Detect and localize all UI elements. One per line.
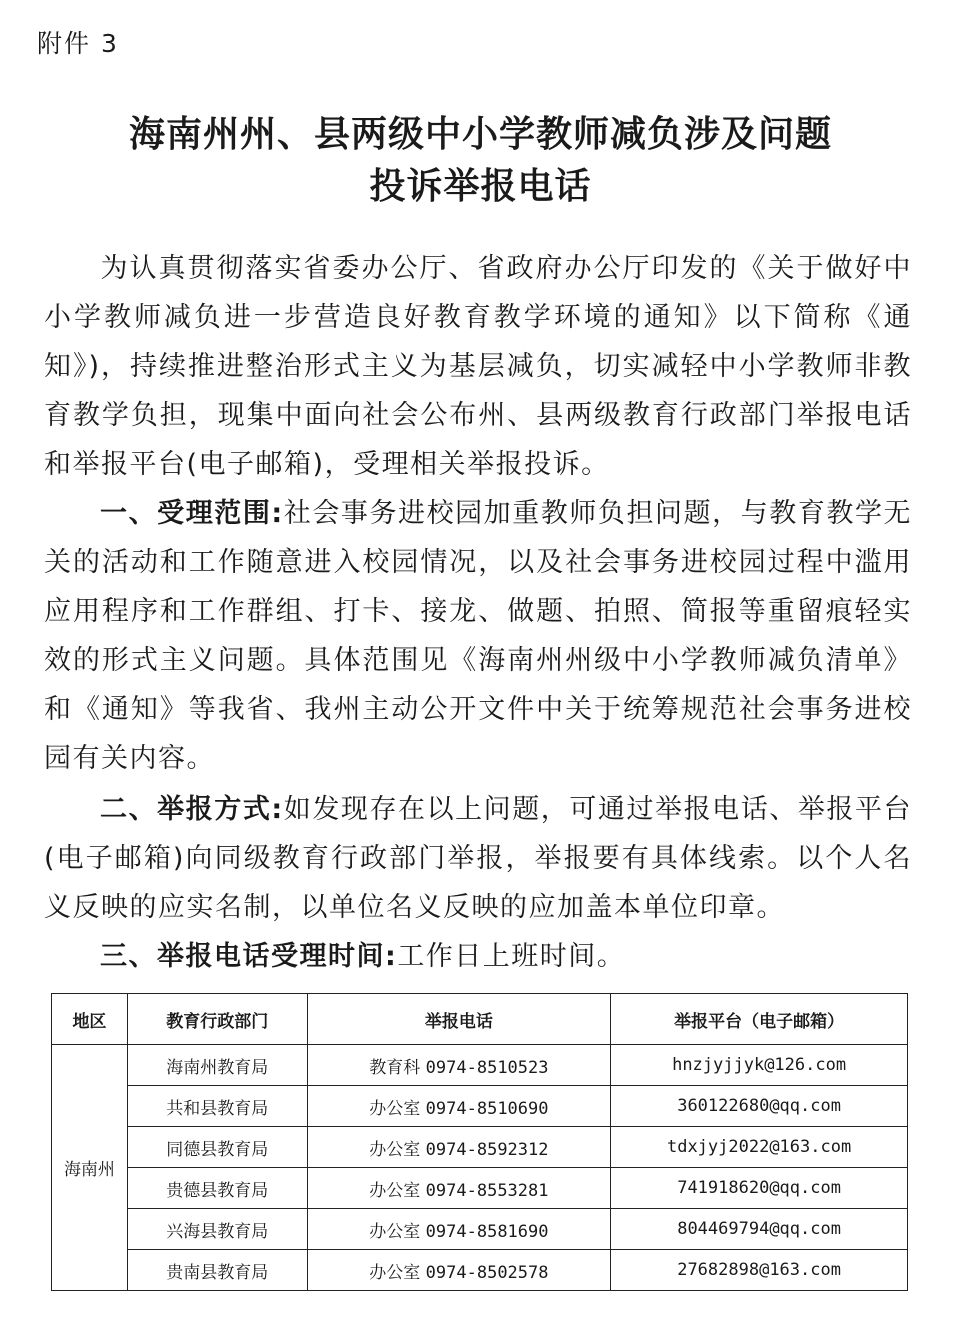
section-method-body: 如发现存在以上问题，可通过举报电话、举报平台(电子邮箱)向同级教育行政部门举报，举报要有具体线索。以个人名义反映的应实名制，以单位名义反映的应加盖本单位印章。	[44, 794, 912, 923]
phone-cell	[307, 1250, 611, 1291]
office-label: 办公室	[369, 1139, 421, 1160]
table-row	[52, 1127, 908, 1168]
header-phone: 举报电话	[307, 994, 611, 1045]
intro-text: 为认真贯彻落实省委办公厅、省政府办公厅印发的《关于做好中小学教师减负进一步营造良好教育教学环境的通知》以下简称《通知》)，持续推进整治形式主义为基层减负，切实减轻中小学教师非教育教学负担，现集中面向社会公布州、县两级教育行政部门举报电话和举报平台(电子邮箱)，受理相关举报投诉。	[44, 253, 912, 480]
region-cell: 海南州	[52, 1045, 128, 1291]
table-row	[52, 1168, 908, 1209]
phone-number: 0974-8592312	[425, 1139, 549, 1160]
section-scope-body: 社会事务进校园加重教师负担问题，与教育教学无关的活动和工作随意进入校园情况，以及社会事务进校园过程中滥用应用程序和工作群组、打卡、接龙、做题、拍照、简报等重留痕轻实效的形式主义问题。具体范围见《海南州州级中小学教师减负清单》和《通知》等我省、我州主动公开文件中关于统筹规范社会事务进校园有关内容。	[44, 498, 912, 774]
email-cell: hnzjyjjyk@126.com	[611, 1045, 908, 1086]
phone-cell	[307, 1045, 611, 1086]
department-cell: 兴海县教育局	[127, 1209, 307, 1250]
department-cell: 共和县教育局	[127, 1086, 307, 1127]
document-title-line-2: 投诉举报电话	[369, 165, 592, 207]
section-scope-heading: 一、受理范围:	[100, 498, 284, 529]
attachment-label: 附件 3	[37, 29, 119, 58]
table-row	[52, 1250, 908, 1291]
phone-number: 0974-8510690	[425, 1098, 549, 1119]
section-hours	[44, 932, 912, 981]
intro-paragraph	[44, 244, 912, 489]
phone-number: 0974-8553281	[425, 1180, 549, 1201]
header-department: 教育行政部门	[127, 994, 307, 1045]
office-label: 办公室	[369, 1221, 421, 1242]
contacts-table	[51, 993, 908, 1291]
office-label: 办公室	[369, 1262, 421, 1283]
phone-cell	[307, 1127, 611, 1168]
document-title-line-1: 海南州州、县两级中小学教师减负涉及问题	[128, 113, 832, 155]
email-cell: 360122680@qq.com	[611, 1086, 908, 1127]
phone-number: 0974-8502578	[425, 1262, 549, 1283]
header-email: 举报平台（电子邮箱）	[611, 994, 908, 1045]
section-scope	[44, 489, 912, 783]
email-cell: 804469794@qq.com	[611, 1209, 908, 1250]
department-cell: 贵南县教育局	[127, 1250, 307, 1291]
phone-cell	[307, 1168, 611, 1209]
email-cell: 741918620@qq.com	[611, 1168, 908, 1209]
phone-number: 0974-8510523	[425, 1057, 549, 1078]
office-label: 办公室	[369, 1098, 421, 1119]
office-label: 办公室	[369, 1180, 421, 1201]
department-cell: 同德县教育局	[127, 1127, 307, 1168]
phone-cell	[307, 1086, 611, 1127]
header-region: 地区	[52, 994, 128, 1045]
email-cell: tdxjyj2022@163.com	[611, 1127, 908, 1168]
table-row	[52, 1045, 908, 1086]
section-method-heading: 二、举报方式:	[100, 794, 284, 825]
section-hours-heading: 三、举报电话受理时间:	[100, 941, 398, 972]
department-cell: 海南州教育局	[127, 1045, 307, 1086]
email-cell: 27682898@163.com	[611, 1250, 908, 1291]
table-row	[52, 1086, 908, 1127]
office-label: 教育科	[369, 1057, 421, 1078]
table-row	[52, 1209, 908, 1250]
section-method	[44, 785, 912, 932]
phone-number: 0974-8581690	[425, 1221, 549, 1242]
table-header-row	[52, 994, 908, 1045]
department-cell: 贵德县教育局	[127, 1168, 307, 1209]
phone-cell	[307, 1209, 611, 1250]
section-hours-body: 工作日上班时间。	[397, 941, 626, 972]
